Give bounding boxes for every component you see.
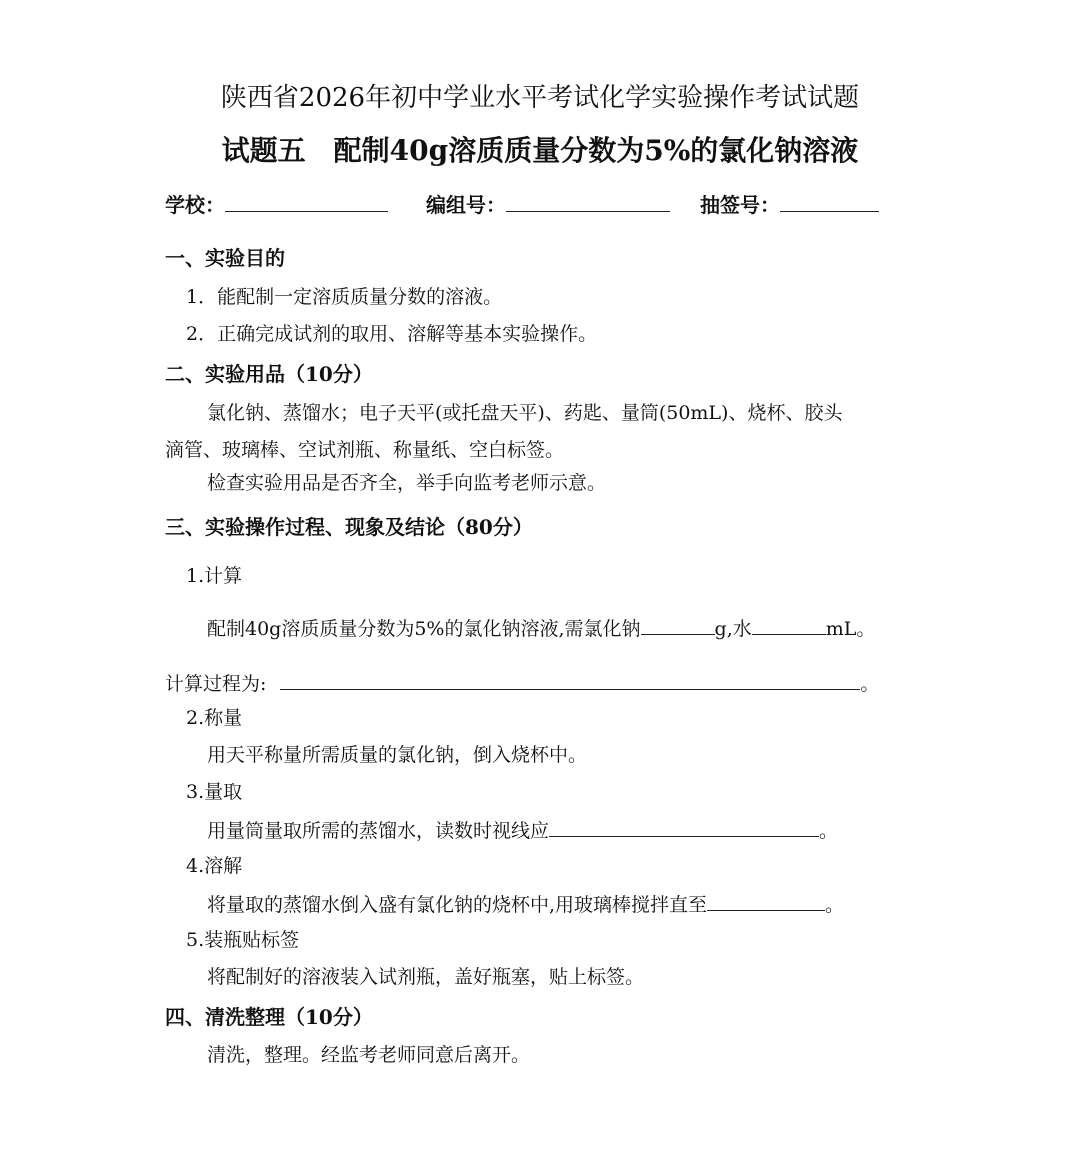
section2-materials-line2: 滴管、玻璃棒、空试剂瓶、称量纸、空白标签。 <box>165 439 565 461</box>
calc-process <box>165 673 879 694</box>
section1-item-2: 2．正确完成试剂的取用、溶解等基本实验操作。 <box>186 323 598 345</box>
step3-text: 用量筒量取所需的蒸馏水，读数时视线应 <box>207 820 550 842</box>
step4-title: 4.溶解 <box>186 855 243 877</box>
step3-end: 。 <box>819 820 839 842</box>
step4-end: 。 <box>825 894 845 916</box>
section4-heading: 四、清洗整理（10分） <box>165 1005 373 1029</box>
question-title: 试题五 配制40g溶质质量分数为5%的氯化钠溶液 <box>221 134 859 167</box>
section1-heading: 一、实验目的 <box>165 246 285 270</box>
step1-title: 1.计算 <box>186 565 243 587</box>
step4-question <box>207 894 844 915</box>
section2-materials-line1: 氯化钠、蒸馏水；电子天平(或托盘天平)、药匙、量筒(50mL)、烧杯、胶头 <box>207 402 843 424</box>
exam-title: 陕西省2026年初中学业水平考试化学实验操作考试试题 <box>220 83 860 113</box>
calc-end: 。 <box>860 673 880 695</box>
calc-process-blank[interactable] <box>280 673 860 690</box>
step5-title: 5.装瓶贴标签 <box>186 929 300 951</box>
water-volume-blank[interactable] <box>752 618 826 635</box>
sight-line-blank[interactable] <box>549 820 819 837</box>
step1-question <box>207 618 875 639</box>
step1-text-b: g,水 <box>714 618 752 640</box>
step1-text-a: 配制40g溶质质量分数为5%的氯化钠溶液,需氯化钠 <box>207 618 641 640</box>
group-field <box>426 193 670 215</box>
step5-text: 将配制好的溶液装入试剂瓶，盖好瓶塞，贴上标签。 <box>207 966 645 988</box>
draw-label: 抽签号： <box>700 193 780 217</box>
step3-question <box>207 820 838 841</box>
draw-blank[interactable] <box>780 193 879 212</box>
section1-item-1: 1．能配制一定溶质质量分数的溶液。 <box>186 286 503 308</box>
school-field <box>165 193 388 215</box>
section2-heading: 二、实验用品（10分） <box>165 362 373 386</box>
step2-title: 2.称量 <box>186 707 243 729</box>
step2-text: 用天平称量所需质量的氯化钠，倒入烧杯中。 <box>207 744 588 766</box>
school-label: 学校： <box>165 193 225 217</box>
step1-text-c: mL。 <box>825 618 876 640</box>
nacl-mass-blank[interactable] <box>641 618 715 635</box>
group-blank[interactable] <box>506 193 670 212</box>
school-blank[interactable] <box>225 193 388 212</box>
calc-label: 计算过程为: <box>165 673 267 695</box>
step4-text: 将量取的蒸馏水倒入盛有氯化钠的烧杯中,用玻璃棒搅拌直至 <box>207 894 708 916</box>
draw-field <box>700 193 879 215</box>
dissolve-blank[interactable] <box>707 894 825 911</box>
section3-heading: 三、实验操作过程、现象及结论（80分） <box>165 515 533 539</box>
section2-check-line: 检查实验用品是否齐全，举手向监考老师示意。 <box>207 472 607 494</box>
section4-text: 清洗，整理。经监考老师同意后离开。 <box>207 1044 531 1066</box>
group-label: 编组号： <box>426 193 506 217</box>
step3-title: 3.量取 <box>186 781 243 803</box>
